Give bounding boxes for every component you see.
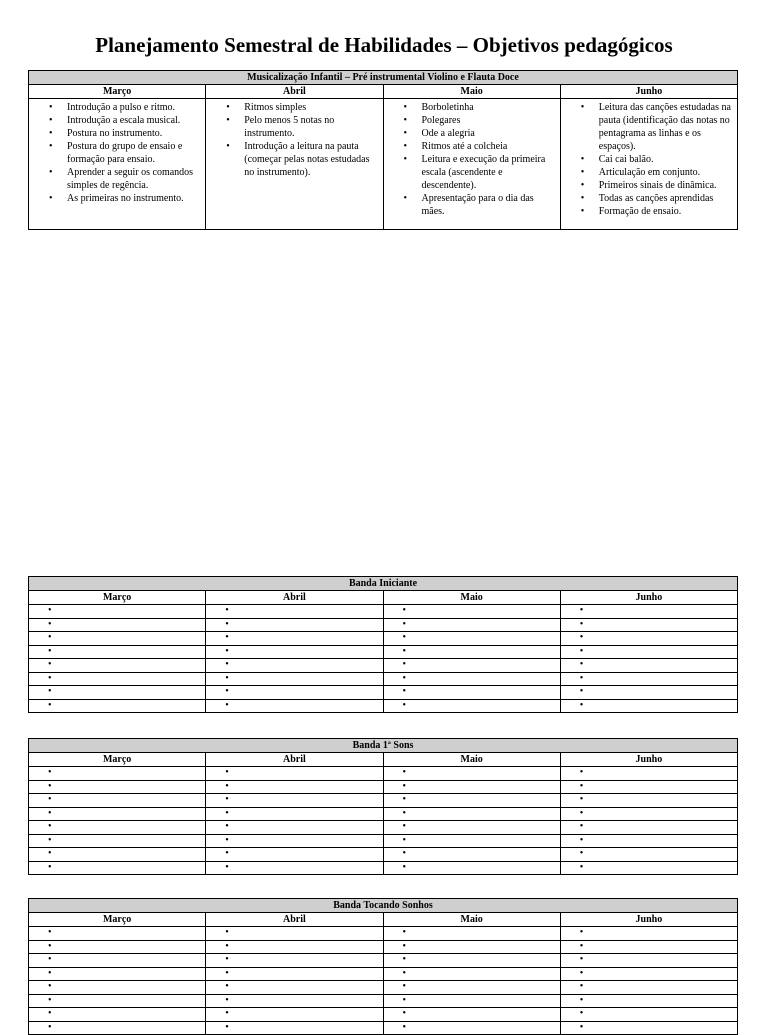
table-row xyxy=(29,940,738,954)
table-cell xyxy=(29,632,206,646)
table-cell xyxy=(206,645,383,659)
month-header-maio: Maio xyxy=(383,591,560,605)
bullet-glyph: • xyxy=(579,821,584,832)
table-cell xyxy=(383,807,560,821)
bullet-glyph: • xyxy=(225,605,229,616)
table-row xyxy=(29,981,738,995)
table-cell xyxy=(29,1008,206,1022)
bullet-glyph: • xyxy=(48,605,52,616)
bullet-glyph: • xyxy=(48,672,52,684)
section-heading: Banda Tocando Sonhos xyxy=(29,899,738,913)
bullet-glyph: • xyxy=(402,994,407,1006)
table-row xyxy=(29,1021,738,1035)
list-item: • As primeiras no instrumento. xyxy=(32,192,202,205)
table-cell xyxy=(29,605,206,619)
table-cell xyxy=(29,618,206,632)
table-cell xyxy=(560,632,737,646)
maio-cell xyxy=(383,99,560,230)
table-cell xyxy=(206,981,383,995)
table-cell xyxy=(206,780,383,794)
table-cell xyxy=(560,834,737,848)
bullet-glyph: • xyxy=(48,632,52,643)
list-item: • Formação de ensaio. xyxy=(564,205,734,218)
bullet-glyph: • xyxy=(402,1021,407,1033)
table-row xyxy=(29,659,738,673)
table-cell xyxy=(560,807,737,821)
table-row xyxy=(29,645,738,659)
table-cell xyxy=(29,940,206,954)
table-cell xyxy=(29,848,206,862)
bullet-glyph: • xyxy=(579,645,584,657)
list-item: • Cai cai balão. xyxy=(564,153,734,166)
month-header-junho: Junho xyxy=(560,753,737,767)
table-cell xyxy=(383,927,560,941)
table-row xyxy=(29,632,738,646)
month-header-junho: Junho xyxy=(560,85,737,99)
bullet-glyph: • xyxy=(225,618,229,630)
bullet-glyph: • xyxy=(402,940,407,952)
bullet-glyph: • xyxy=(579,940,584,952)
table-cell xyxy=(560,954,737,968)
table-cell xyxy=(383,848,560,862)
table-cell xyxy=(560,1021,737,1035)
table-cell xyxy=(560,927,737,941)
table-cell xyxy=(206,834,383,848)
list-item: • Postura do grupo de ensaio e formação para ensaio. xyxy=(32,140,202,166)
table-cell xyxy=(206,794,383,808)
table-cell xyxy=(383,767,560,781)
table-cell xyxy=(206,954,383,968)
table-row xyxy=(29,834,738,848)
bullet-glyph: • xyxy=(48,821,52,832)
table-row xyxy=(29,618,738,632)
page-title: Planejamento Semestral de Habilidades – Objetivos pedagógicos xyxy=(95,33,673,57)
table-cell xyxy=(29,994,206,1008)
bullet-glyph: • xyxy=(402,699,407,711)
table-cell xyxy=(560,780,737,794)
bullet-glyph: • xyxy=(225,699,229,711)
month-header-marco: Março xyxy=(29,913,206,927)
table-cell xyxy=(206,821,383,835)
table-row xyxy=(29,780,738,794)
list-item: • Introdução a pulso e ritmo. xyxy=(32,101,202,114)
bullet-glyph: • xyxy=(579,954,584,965)
table-cell xyxy=(206,767,383,781)
bullet-glyph: • xyxy=(48,1021,52,1033)
bullet-glyph: • xyxy=(402,807,407,819)
bullet-glyph: • xyxy=(402,981,407,992)
table-cell xyxy=(29,861,206,875)
table-cell xyxy=(383,940,560,954)
bullet-glyph: • xyxy=(48,794,52,805)
table-cell xyxy=(383,834,560,848)
table-cell xyxy=(383,672,560,686)
table-cell xyxy=(206,1008,383,1022)
table-cell xyxy=(560,861,737,875)
table-cell xyxy=(206,848,383,862)
bullet-glyph: • xyxy=(225,794,229,805)
month-header-junho: Junho xyxy=(560,591,737,605)
bullet-glyph: • xyxy=(48,659,52,670)
table-cell xyxy=(29,699,206,713)
table-cell xyxy=(560,794,737,808)
table-cell xyxy=(560,940,737,954)
month-header-abril: Abril xyxy=(206,913,383,927)
bullet-glyph: • xyxy=(579,927,584,938)
bullet-glyph: • xyxy=(402,605,407,616)
main-skills-table xyxy=(28,70,738,230)
bullet-glyph: • xyxy=(402,686,407,697)
list-item: • Borboletinha xyxy=(387,101,557,114)
table-cell xyxy=(29,1021,206,1035)
bullet-glyph: • xyxy=(579,767,584,778)
table-cell xyxy=(29,794,206,808)
bullet-glyph: • xyxy=(579,659,584,670)
table-cell xyxy=(206,672,383,686)
table-cell xyxy=(560,686,737,700)
bullet-glyph: • xyxy=(225,994,229,1006)
table-cell xyxy=(206,967,383,981)
bullet-glyph: • xyxy=(579,807,584,819)
bullet-glyph: • xyxy=(402,780,407,792)
table-row xyxy=(29,686,738,700)
bullet-glyph: • xyxy=(579,605,584,616)
list-item: • Pelo menos 5 notas no instrumento. xyxy=(209,114,379,140)
table-cell xyxy=(383,618,560,632)
table-cell xyxy=(383,605,560,619)
bullet-glyph: • xyxy=(579,794,584,805)
bullet-glyph: • xyxy=(225,821,229,832)
bullet-glyph: • xyxy=(48,686,52,697)
bullet-glyph: • xyxy=(48,848,52,859)
table-row xyxy=(29,861,738,875)
table-cell xyxy=(383,1008,560,1022)
bullet-glyph: • xyxy=(402,967,407,979)
bullet-glyph: • xyxy=(48,940,52,952)
month-header-abril: Abril xyxy=(206,85,383,99)
table-cell xyxy=(206,940,383,954)
bullet-glyph: • xyxy=(48,967,52,979)
bullet-glyph: • xyxy=(225,767,229,778)
table-cell xyxy=(206,632,383,646)
month-header-abril: Abril xyxy=(206,753,383,767)
section-heading: Musicalização Infantil – Pré instrumental Violino e Flauta Doce xyxy=(29,71,738,85)
bullet-glyph: • xyxy=(225,645,229,657)
bullet-glyph: • xyxy=(579,686,584,697)
list-item: • Postura no instrumento. xyxy=(32,127,202,140)
table-cell xyxy=(383,821,560,835)
table-row xyxy=(29,821,738,835)
bullet-glyph: • xyxy=(225,1008,229,1019)
table-cell xyxy=(29,834,206,848)
table-cell xyxy=(560,605,737,619)
table-cell xyxy=(383,645,560,659)
list-item: • Ritmos simples xyxy=(209,101,379,114)
table-row xyxy=(29,699,738,713)
junho-cell xyxy=(560,99,737,230)
bullet-glyph: • xyxy=(579,1008,584,1019)
table-cell xyxy=(560,767,737,781)
list-item: • Aprender a seguir os comandos simples de regência. xyxy=(32,166,202,192)
table-cell xyxy=(206,605,383,619)
bullet-glyph: • xyxy=(579,632,584,643)
month-header-maio: Maio xyxy=(383,913,560,927)
table-cell xyxy=(560,821,737,835)
table-cell xyxy=(206,686,383,700)
bullet-glyph: • xyxy=(225,1021,229,1033)
list-item: • Ritmos até a colcheia xyxy=(387,140,557,153)
table-cell xyxy=(29,807,206,821)
section-heading: Banda 1ª Sons xyxy=(29,739,738,753)
table-cell xyxy=(383,686,560,700)
bullet-glyph: • xyxy=(225,632,229,643)
bullet-glyph: • xyxy=(579,672,584,684)
list-item: • Apresentação para o dia das mães. xyxy=(387,192,557,218)
table-cell xyxy=(383,1021,560,1035)
bullet-glyph: • xyxy=(48,780,52,792)
bullet-glyph: • xyxy=(48,807,52,819)
bullet-glyph: • xyxy=(225,686,229,697)
table-cell xyxy=(29,767,206,781)
table-cell xyxy=(383,659,560,673)
bullet-glyph: • xyxy=(48,699,52,711)
table-cell xyxy=(560,1008,737,1022)
table-row xyxy=(29,967,738,981)
bullet-glyph: • xyxy=(579,618,584,630)
bullet-glyph: • xyxy=(402,834,407,846)
table-cell xyxy=(29,659,206,673)
bullet-glyph: • xyxy=(402,848,407,859)
list-item: • Leitura das canções estudadas na pauta (identificação das notas no pentagrama as linhas e os espaços). xyxy=(564,101,734,153)
table-cell xyxy=(206,807,383,821)
bullet-glyph: • xyxy=(225,848,229,859)
table-row xyxy=(29,794,738,808)
table-cell xyxy=(383,632,560,646)
bullet-glyph: • xyxy=(402,659,407,670)
month-header-marco: Março xyxy=(29,753,206,767)
bullet-glyph: • xyxy=(48,618,52,630)
table-cell xyxy=(560,981,737,995)
month-header-marco: Março xyxy=(29,85,206,99)
list-item: • Todas as canções aprendidas xyxy=(564,192,734,205)
bullet-glyph: • xyxy=(402,645,407,657)
bullet-glyph: • xyxy=(225,981,229,992)
table-cell xyxy=(560,994,737,1008)
bullet-glyph: • xyxy=(48,954,52,965)
bullet-glyph: • xyxy=(48,645,52,657)
bullet-glyph: • xyxy=(402,767,407,778)
band-table-iniciante xyxy=(28,576,738,713)
month-header-maio: Maio xyxy=(383,85,560,99)
table-cell xyxy=(383,954,560,968)
table-cell xyxy=(29,981,206,995)
table-cell xyxy=(206,699,383,713)
table-row xyxy=(29,605,738,619)
band-table-tocando-sonhos xyxy=(28,898,738,1035)
bullet-glyph: • xyxy=(579,1021,584,1033)
bullet-glyph: • xyxy=(48,767,52,778)
table-cell xyxy=(560,699,737,713)
bullet-glyph: • xyxy=(402,672,407,684)
bullet-glyph: • xyxy=(579,834,584,846)
table-cell xyxy=(206,927,383,941)
table-row xyxy=(29,848,738,862)
table-cell xyxy=(383,981,560,995)
table-cell xyxy=(206,618,383,632)
table-cell xyxy=(206,861,383,875)
band-table-1a-sons xyxy=(28,738,738,875)
table-cell xyxy=(206,1021,383,1035)
month-header-marco: Março xyxy=(29,591,206,605)
month-header-junho: Junho xyxy=(560,913,737,927)
bullet-glyph: • xyxy=(402,954,407,965)
list-item: • Introdução a escala musical. xyxy=(32,114,202,127)
table-cell xyxy=(29,927,206,941)
table-cell xyxy=(560,645,737,659)
bullet-glyph: • xyxy=(225,861,229,873)
list-item: • Polegares xyxy=(387,114,557,127)
table-cell xyxy=(560,848,737,862)
bullet-glyph: • xyxy=(225,927,229,938)
table-cell xyxy=(383,967,560,981)
month-header-abril: Abril xyxy=(206,591,383,605)
bullet-glyph: • xyxy=(48,861,52,873)
table-cell xyxy=(560,967,737,981)
table-row xyxy=(29,767,738,781)
bullet-glyph: • xyxy=(402,821,407,832)
list-item: • Ode a alegria xyxy=(387,127,557,140)
table-cell xyxy=(383,794,560,808)
table-cell xyxy=(560,618,737,632)
table-cell xyxy=(383,699,560,713)
bullet-glyph: • xyxy=(402,1008,407,1019)
bullet-glyph: • xyxy=(579,699,584,711)
table-cell xyxy=(29,821,206,835)
bullet-glyph: • xyxy=(48,1008,52,1019)
month-header-maio: Maio xyxy=(383,753,560,767)
table-row xyxy=(29,1008,738,1022)
abril-cell xyxy=(206,99,383,230)
bullet-glyph: • xyxy=(48,994,52,1006)
bullet-glyph: • xyxy=(48,981,52,992)
table-cell xyxy=(29,967,206,981)
bullet-glyph: • xyxy=(579,967,584,979)
bullet-glyph: • xyxy=(225,834,229,846)
bullet-glyph: • xyxy=(225,672,229,684)
marco-cell xyxy=(29,99,206,230)
bullet-glyph: • xyxy=(225,780,229,792)
list-item: • Primeiros sinais de dinâmica. xyxy=(564,179,734,192)
table-cell xyxy=(383,861,560,875)
bullet-glyph: • xyxy=(402,861,407,873)
bullet-glyph: • xyxy=(225,940,229,952)
table-cell xyxy=(29,672,206,686)
list-item: • Introdução a leitura na pauta (começar pelas notas estudadas no instrumento). xyxy=(209,140,379,179)
table-cell xyxy=(560,672,737,686)
table-row xyxy=(29,994,738,1008)
table-cell xyxy=(29,780,206,794)
bullet-glyph: • xyxy=(225,954,229,965)
bullet-glyph: • xyxy=(402,632,407,643)
bullet-glyph: • xyxy=(225,659,229,670)
table-row xyxy=(29,672,738,686)
table-cell xyxy=(383,994,560,1008)
table-cell xyxy=(206,994,383,1008)
bullet-glyph: • xyxy=(48,927,52,938)
bullet-glyph: • xyxy=(402,927,407,938)
bullet-glyph: • xyxy=(579,861,584,873)
bullet-glyph: • xyxy=(579,981,584,992)
bullet-glyph: • xyxy=(579,994,584,1006)
bullet-glyph: • xyxy=(225,967,229,979)
table-row xyxy=(29,954,738,968)
table-row xyxy=(29,927,738,941)
table-row xyxy=(29,807,738,821)
table-cell xyxy=(383,780,560,794)
bullet-glyph: • xyxy=(579,780,584,792)
bullet-glyph: • xyxy=(579,848,584,859)
section-heading: Banda Iniciante xyxy=(29,577,738,591)
table-cell xyxy=(560,659,737,673)
table-cell xyxy=(29,645,206,659)
table-cell xyxy=(29,686,206,700)
bullet-glyph: • xyxy=(48,834,52,846)
bullet-glyph: • xyxy=(402,618,407,630)
table-cell xyxy=(206,659,383,673)
bullet-glyph: • xyxy=(225,807,229,819)
list-item: • Articulação em conjunto. xyxy=(564,166,734,179)
table-cell xyxy=(29,954,206,968)
bullet-glyph: • xyxy=(402,794,407,805)
list-item: • Leitura e execução da primeira escala (ascendente e descendente). xyxy=(387,153,557,192)
